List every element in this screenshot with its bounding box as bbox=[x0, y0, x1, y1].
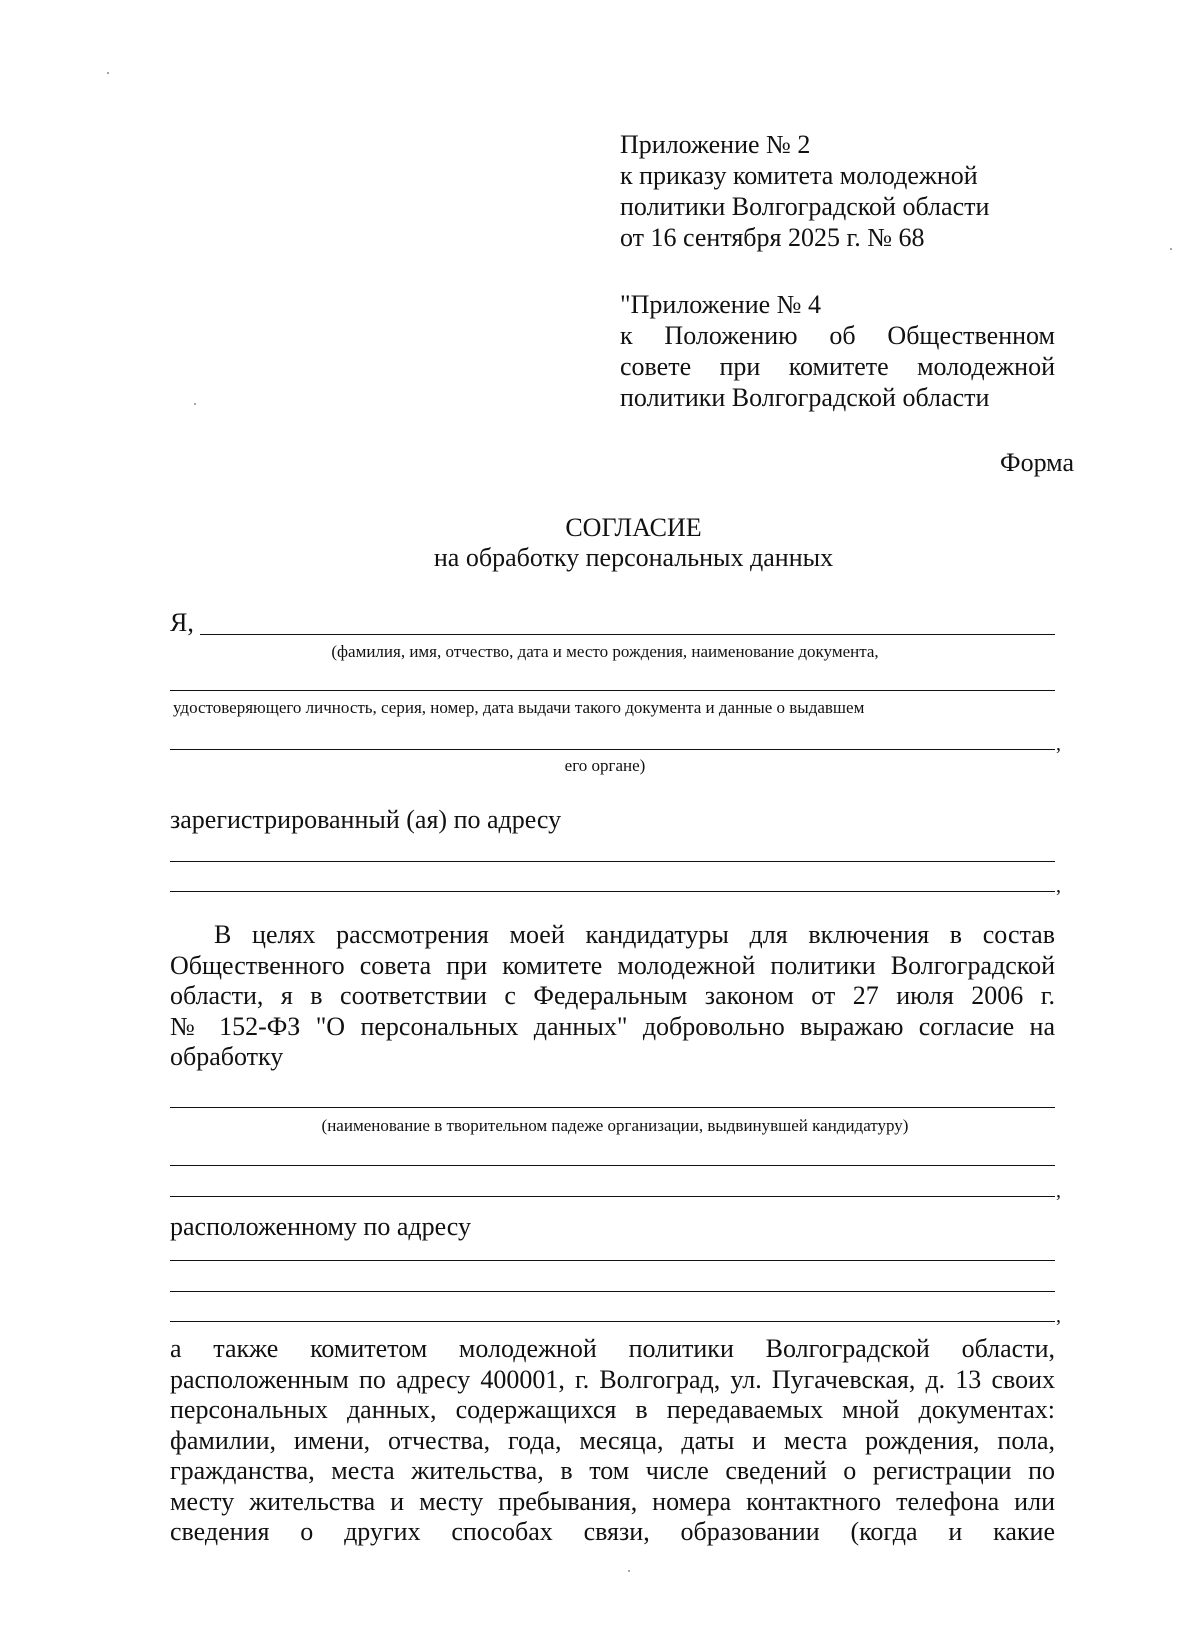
person-hint-1: (фамилия, имя, отчество, дата и место рождения, наименование документа, bbox=[331, 642, 879, 661]
comma-4: , bbox=[1056, 1305, 1061, 1327]
scan-speck bbox=[628, 1570, 630, 1572]
paragraph-committee bbox=[170, 1334, 1055, 1548]
org-address-field-line-3[interactable] bbox=[170, 1321, 1055, 1322]
org-address-field-line-2[interactable] bbox=[170, 1291, 1055, 1292]
appendix-line-3: политики Волгоградской области bbox=[620, 192, 990, 221]
address-field-line-1[interactable] bbox=[170, 861, 1055, 862]
organization-hint: (наименование в творительном падеже организации, выдвинувшей кандидатуру) bbox=[321, 1116, 909, 1135]
comma-3: , bbox=[1056, 1180, 1061, 1202]
form-label: Форма bbox=[1000, 448, 1074, 477]
paragraph-committee-line: а также комитетом молодежной политики Волгоградской области, bbox=[170, 1334, 1055, 1363]
regulation-line-1: "Приложение № 4 bbox=[620, 290, 821, 319]
paragraph-purpose-line: Общественного совета при комитете молодежной политики Волгоградской bbox=[170, 950, 1055, 980]
paragraph-purpose-line: № 152-ФЗ "О персональных данных" добровольно выражаю согласие на bbox=[170, 1011, 1055, 1041]
paragraph-committee-line: фамилии, имени, отчества, года, месяца, даты и места рождения, пола, bbox=[170, 1425, 1055, 1455]
document-subtitle: на обработку персональных данных bbox=[433, 543, 834, 572]
registered-label: зарегистрированный (ая) по адресу bbox=[170, 805, 562, 834]
located-label: расположенному по адресу bbox=[170, 1212, 471, 1241]
organization-field-line-2[interactable] bbox=[170, 1165, 1055, 1166]
organization-field-line-3[interactable] bbox=[170, 1196, 1055, 1197]
document-title: СОГЛАСИЕ bbox=[565, 513, 702, 542]
i-prefix: Я, bbox=[170, 608, 194, 637]
paragraph-purpose-line: В целях рассмотрения моей кандидатуры для включения в состав bbox=[214, 920, 1055, 949]
appendix-line-4: от 16 сентября 2025 г. № 68 bbox=[620, 223, 925, 252]
regulation-line-2: к Положению об Общественном bbox=[620, 321, 1055, 350]
organization-field-line-1[interactable] bbox=[170, 1107, 1055, 1108]
comma-1: , bbox=[1056, 733, 1061, 755]
org-address-field-line-1[interactable] bbox=[170, 1260, 1055, 1261]
scan-speck bbox=[1170, 248, 1172, 250]
paragraph-purpose-line: области, я в соответствии с Федеральным законом от 27 июля 2006 г. bbox=[170, 981, 1055, 1010]
comma-2: , bbox=[1056, 875, 1061, 897]
person-hint-3: его органе) bbox=[564, 756, 646, 775]
person-field-line-1[interactable] bbox=[200, 634, 1055, 635]
paragraph-committee-line: персональных данных, содержащихся в передаваемых мной документах: bbox=[170, 1395, 1055, 1424]
paragraph-purpose bbox=[170, 920, 1055, 1073]
paragraph-committee-line: сведения о других способах связи, образовании (когда и какие bbox=[170, 1517, 1055, 1546]
person-field-line-3[interactable] bbox=[170, 749, 1055, 750]
paragraph-committee-line: расположенным по адресу 400001, г. Волгоград, ул. Пугачевская, д. 13 своих bbox=[170, 1364, 1055, 1394]
appendix-line-1: Приложение № 2 bbox=[620, 130, 811, 159]
paragraph-purpose-line: обработку bbox=[170, 1042, 284, 1071]
regulation-line-4: политики Волгоградской области bbox=[620, 383, 990, 412]
person-field-line-2[interactable] bbox=[170, 690, 1055, 691]
regulation-line-3: совете при комитете молодежной bbox=[620, 352, 1055, 381]
appendix-line-2: к приказу комитета молодежной bbox=[620, 161, 978, 190]
address-field-line-2[interactable] bbox=[170, 891, 1055, 892]
paragraph-committee-line: гражданства, места жительства, в том числе сведений о регистрации по bbox=[170, 1456, 1055, 1485]
scan-speck bbox=[107, 72, 109, 74]
person-hint-2: удостоверяющего личность, серия, номер, дата выдачи такого документа и данные о выдавшем bbox=[173, 698, 865, 717]
paragraph-committee-line: месту жительства и месту пребывания, номера контактного телефона или bbox=[170, 1486, 1055, 1516]
scan-speck bbox=[194, 403, 196, 405]
